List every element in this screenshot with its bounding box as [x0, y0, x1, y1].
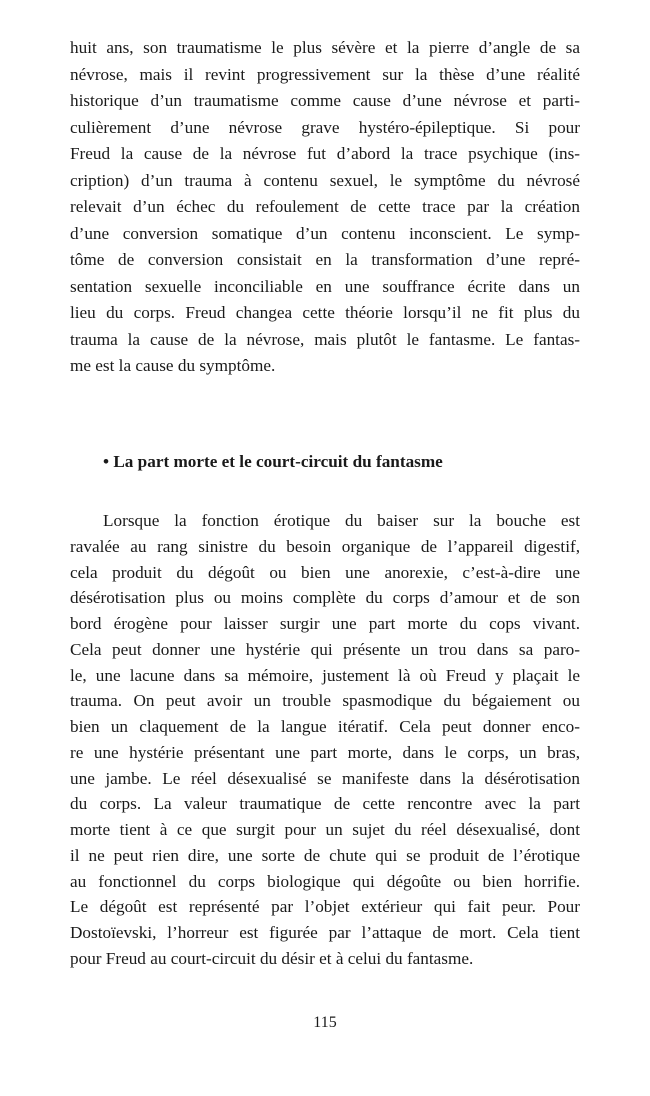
text-line: le, une lacune dans sa mémoire, justement là où Freud y plaçait le	[70, 665, 580, 685]
text-line: Freud la cause de la névrose fut d’abord la trace psychique (ins-	[70, 144, 580, 163]
text-line: bord érogène pour laisser surgir une part morte du cops vivant.	[70, 614, 580, 633]
paragraph-2	[70, 508, 580, 972]
text-line: il ne peut rien dire, une sorte de chute qui se produit de l’érotique	[70, 845, 580, 865]
text-line: du corps. La valeur traumatique de cette rencontre avec la part	[70, 794, 580, 814]
text-line: une jambe. Le réel désexualisé se manifeste dans la désérotisation	[70, 768, 580, 788]
text-line: ravalée au rang sinistre du besoin organique de l’appareil digestif,	[70, 536, 580, 556]
text-line: cription) d’un trauma à contenu sexuel, le symptôme du névrosé	[70, 170, 580, 190]
text-line: Lorsque la fonction érotique du baiser sur la bouche est	[103, 511, 580, 530]
text-line: Dostoïevski, l’horreur est figurée par l’attaque de mort. Cela tient	[70, 923, 580, 942]
text-line: névrose, mais il revint progressivement sur la thèse d’une réalité	[70, 64, 580, 84]
text-line: trauma la cause de la névrose, mais plutôt le fantasme. Le fantas-	[70, 329, 580, 349]
paragraph-1	[70, 35, 580, 380]
text-line: relevait d’un échec du refoulement de cette trace par la création	[70, 197, 580, 216]
text-line: sentation sexuelle inconciliable en une souffrance écrite dans un	[70, 276, 580, 296]
text-line: cela produit du dégoût ou bien une anorexie, c’est-à-dire une	[70, 562, 580, 582]
text-line: trauma. On peut avoir un trouble spasmodique du bégaiement ou	[70, 691, 580, 711]
text-line: tôme de conversion consistait en la transformation d’une repré-	[70, 250, 580, 269]
section-heading: • La part morte et le court-circuit du fantasme	[103, 452, 443, 471]
text-line: au fonctionnel du corps biologique qui dégoûte ou bien horrifie.	[70, 871, 580, 891]
text-line: huit ans, son traumatisme le plus sévère et la pierre d’angle de sa	[70, 38, 580, 57]
text-line: culièrement d’une névrose grave hystéro-épileptique. Si pour	[70, 117, 580, 137]
text-line: Cela peut donner une hystérie qui présente un trou dans sa paro-	[70, 639, 580, 659]
text-line: re une hystérie présentant une part morte, dans le corps, un bras,	[70, 742, 580, 762]
text-line: pour Freud au court-circuit du désir et à celui du fantasme.	[70, 948, 474, 968]
text-line: bien un claquement de la langue itératif. Cela peut donner enco-	[70, 717, 580, 736]
text-line: me est la cause du symptôme.	[70, 356, 276, 375]
text-line: désérotisation plus ou moins complète du corps d’amour et de son	[70, 588, 580, 608]
text-line: morte tient à ce que surgit pour un sujet du réel désexualisé, dont	[70, 820, 580, 839]
text-line: lieu du corps. Freud changea cette théorie lorsqu’il ne fit plus du	[70, 303, 580, 322]
page-number: 115	[313, 1014, 337, 1031]
text-line: d’une conversion somatique d’un contenu inconscient. Le symp-	[70, 223, 580, 243]
text-line: historique d’un traumatisme comme cause d’une névrose et parti-	[70, 91, 580, 110]
text-line: Le dégoût est représenté par l’objet extérieur qui fait peur. Pour	[70, 897, 580, 917]
